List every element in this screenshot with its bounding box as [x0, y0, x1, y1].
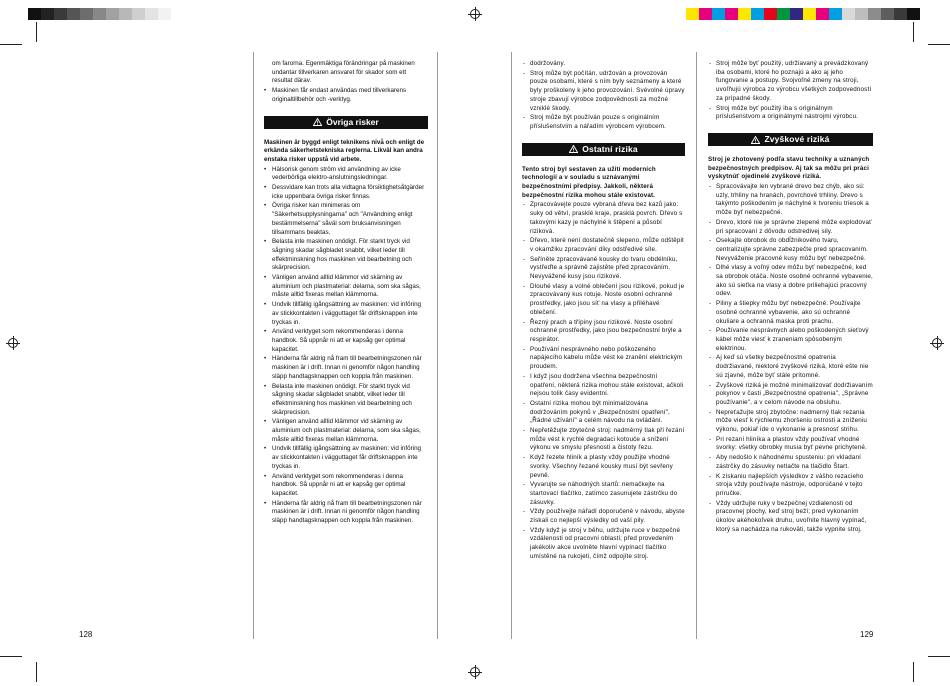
intro-paragraph: Tento stroj byl sestaven za užití moderních technologií a v souladu s uznávanými bezpečnostními předpisy. Jakkoli, některá bezpečnostní rizika mohou stále existovat.: [522, 165, 656, 199]
color-swatch: [842, 8, 855, 20]
color-swatch: [881, 8, 894, 20]
gray-scale-bar: [28, 8, 171, 20]
registration-mark-icon: [930, 336, 944, 350]
color-swatch: [699, 8, 712, 20]
color-swatch: [712, 8, 725, 20]
list-item: • Undvik tillfällig igångsättning av maskinen: vid införing av stickkontakten i vägguttaget får driftsknappen inte tryckas in.: [264, 445, 428, 471]
registration-mark-icon: [468, 7, 482, 21]
list-item: - dodržovány.: [522, 60, 685, 69]
list-item: • Övriga risker kan minimeras om "Säkerhetsupplysningarna" och "Användning enligt bestämmelserna" såväl som bruksanvisningen tillsammans beaktas.: [264, 202, 428, 237]
list-item: - Piliny a štiepky môžu byť nebezpečné. Používajte osobné ochranné vybavenie, ako sú ochranné okuliare a ochranná maska proti prachu.: [708, 300, 873, 326]
intro-paragraph: Maskinen är byggd enligt teknikens nivå och enligt de erkända säkerhetstekniska reglerna. Likväl kan andra enstaka risker uppstå vid arbete.: [264, 138, 425, 163]
column-divider: [437, 52, 438, 639]
column-divider: [696, 52, 697, 639]
color-swatch: [868, 8, 881, 20]
list-item: • Hälsorisk genom ström vid användning av icke vederbörliga elektro-anslutningsledningar.: [264, 166, 428, 183]
list-item: - Ostatní rizika mohou být minimalizována dodržováním pokynů v „Bezpečnostní opatření", „Řádné užívání" a celém návodu na ovládání.: [522, 400, 685, 426]
crop-mark: [913, 662, 914, 682]
column-divider: [253, 52, 254, 639]
process-color-bar: [686, 8, 920, 20]
heading-text: Övriga risker: [326, 116, 379, 127]
color-swatch: [829, 8, 842, 20]
color-swatch: [158, 8, 171, 20]
list-item: • Använd verktyget som rekommenderas i denna handbok. Så uppnår ni att er kapsåg ger optimal kapacitet.: [264, 473, 428, 499]
list-item: - Vždy když je stroj v běhu, udržujte ruce v bezpečné vzdálenosti od pracovní oblasti; před provedením jakékoliv akce uvolněte hlavní vypínací tlačítko umístěné na rukojeti, čímž odpojíte stroj.: [522, 527, 685, 562]
list-item: • Maskinen får endast användas med tillverkarens originaltillbehör och -verktyg.: [264, 87, 428, 104]
list-item: - I když jsou dodržena všechna bezpečnostní opatření, některá rizika mohou stále existovat, ačkoli nejsou tolik časy evidentní.: [522, 373, 685, 399]
list-item: - Vždy používejte nářadí doporučené v návodu, abyste získali co nejlepší výsledky od vaší pily.: [522, 508, 685, 525]
crop-mark: [928, 656, 950, 657]
color-swatch: [907, 8, 920, 20]
color-swatch: [119, 8, 132, 20]
registration-mark-icon: [468, 665, 482, 679]
risk-list: [522, 201, 685, 561]
list-item: - Když řezete hliník a plasty vždy použijte vhodné svorky. Všechny řezané kousky musí být sevřeny pevně.: [522, 454, 685, 480]
section-heading: [264, 116, 428, 129]
list-item: • Vänligen använd alltid klämmor vid skärning av aluminium och plastmaterial: delarna, som ska sågas, måste alltid fixeras mellan klämmorna.: [264, 418, 428, 444]
risk-list: [264, 166, 428, 526]
list-item: - Zvyškové riziká je možné minimalizovať dodržiavaním pokynov v časti „Bezpečnostné opatrenia", „Správne používanie", a v celom návode na obsluhu.: [708, 382, 873, 408]
list-item: - Osekajte obrobok do obdĺžnikového tvaru, centralizujte správne zabezpečte pred spracovaním. Nevyváženie pracovné kusy môžu byť nebezpečné.: [708, 237, 873, 263]
page-number-right: 129: [860, 630, 874, 639]
risk-list: [708, 183, 873, 534]
registration-mark-icon: [6, 336, 20, 350]
color-swatch: [777, 8, 790, 20]
crop-mark: [36, 662, 37, 682]
list-item: • Använd verktyget som rekommenderas i denna handbok. Så uppnår ni att er kapsåg ger optimal kapacitet.: [264, 328, 428, 354]
list-item: - Nepřetěžujte zbytečně stroj: nadměrný tlak při řezání může vést k rychlé degradaci kotouče a snížení výkonu ve smyslu přesnosti a čistoty řezu.: [522, 427, 685, 453]
slovak-column: [708, 60, 873, 535]
list-item: - Používanie nesprávnych alebo poškodených sieťový kábel môže viesť k zraneniam spôsobeným elektrinou.: [708, 327, 873, 353]
list-item: - Dřevo, které není dostatečně slepeno, může odštěpit v okamžiku zpracování díky odstředivé síle.: [522, 237, 685, 254]
list-item: - Spracovávajte len vybrané drevo bez chýb, ako sú: uzly, trhliny na hranách, povrchové trhliny. Drevo s takýmto poškodením je náchylné k tvoreniu triesok a môže byť nebezpečné.: [708, 183, 873, 218]
list-item: - K získaniu najlepších výsledkov z vášho rezacieho stroja vždy používajte nástroje, odporúčané v tejto príručke.: [708, 473, 873, 499]
list-item: - Aby nedošlo k náhodnému spusteniu: pri vkladaní zástrčky do zásuvky netlačte na tlačidlo Štart.: [708, 454, 873, 471]
continued-list: [522, 60, 685, 132]
list-item: - Zpracovávejte pouze vybraná dřeva bez kazů jako: suky od větví, prasklé kraje, prasklá povrch. Dřevo s takovými kazy je náchylné k štěpení a působí riziková.: [522, 201, 685, 236]
swedish-column: [264, 60, 428, 527]
list-item: • Händerna får aldrig nå fram till bearbetningszonen när maskinen är i drift. Innan ni genomför någon handling släpp handtagsknappen och koppla från maskinen.: [264, 500, 428, 526]
list-item: • Dessvidare kan trots alla vidtagna försiktighetsåtgärder icke uppenbara övriga risker finnas.: [264, 184, 428, 201]
list-item: - Aj keď sú všetky bezpečnostné opatrenia dodržiavané, niektoré zvyškové riziká, ktoré ešte nie sú zjavné, môže byť stále prítomné.: [708, 354, 873, 380]
color-swatch: [764, 8, 777, 20]
color-swatch: [106, 8, 119, 20]
heading-text: Zvyškové riziká: [764, 133, 830, 144]
crop-mark: [928, 44, 950, 45]
list-item: • Undvik tillfällig igångsättning av maskinen: vid införing av stickkontakten i vägguttaget får driftsknappen inte tryckas in.: [264, 301, 428, 327]
color-swatch: [93, 8, 106, 20]
intro-paragraph: Stroj je zhotovený podľa stavu techniky a uznaných bezpečnostných predpisov. Aj tak sa môžu pri práci vyskytnúť ojedinelé zvyškové riziká.: [708, 155, 870, 181]
color-swatch: [132, 8, 145, 20]
crop-mark: [36, 22, 37, 42]
list-item: - Stroj môže byť použitý iba s originálnym príslušenstvom a originálnymi nástrojmi výrobcu.: [708, 105, 873, 122]
color-swatch: [751, 8, 764, 20]
color-swatch: [28, 8, 41, 20]
list-item: • Händerna får aldrig nå fram till bearbetningszonen när maskinen är i drift. Innan ni genomför någon handling släpp handtagsknappen och koppla från maskinen.: [264, 355, 428, 381]
list-item: - Dlhé vlasy a voľný odev môžu byť nebezpečné, ked sa obrobok otáča. Noste osobné ochranné vybavenie, ako sú sieťka na vlasy a dobre priliehajúci pracovný odev.: [708, 264, 873, 299]
list-item: - Drevo, ktoré nie je správne zlepené môže explodovať pri spracovaní z dôvodu odstredivej sily.: [708, 219, 873, 236]
list-item: - Seříněte zpracovávané kousky do tvaru obdélníku, vystřeďte a správně zajistěte před zpracováním. Nevyvážené kusy jsou rizikové.: [522, 256, 685, 282]
warning-triangle-icon: [751, 136, 760, 144]
list-item: - Pri rezaní hliníka a plastov vždy používať vhodné svorky: všetky obrobky musia byť pevne prichytené.: [708, 436, 873, 453]
color-swatch: [686, 8, 699, 20]
list-item: • Belasta inte maskinen onödigt. För starkt tryck vid sågning skadar sågbladet snabbt, vilket leder till effektminskning hos maskinen vid bearbetning och skärprecision.: [264, 238, 428, 273]
list-item: - Stroj môže byť použitý, udržiavaný a prevádzkovaný iba osobami, ktoré ho poznajú a ako aj jeho fungovanie a postupy. Svojvoľné zmeny na stroji, uvoľňujú výrobca zo výrobcu všetkých zodpovedností za prípadné škody.: [708, 60, 873, 104]
czech-column: [522, 60, 685, 563]
color-swatch: [80, 8, 93, 20]
color-swatch: [855, 8, 868, 20]
column-divider: [511, 52, 512, 639]
continued-list: [264, 60, 428, 105]
warning-triangle-icon: [313, 118, 322, 126]
color-swatch: [67, 8, 80, 20]
color-swatch: [790, 8, 803, 20]
color-swatch: [145, 8, 158, 20]
warning-triangle-icon: [569, 145, 578, 153]
list-item: - Nepreťažujte stroj zbytočne: nadmerný tlak rezania môže viesť k rýchlemu zhoršeniu ostrosti a zníženiu výkonu, pokiaľ ide o vykonanie a presnosť strihu.: [708, 409, 873, 435]
color-swatch: [894, 8, 907, 20]
section-heading: [708, 133, 873, 146]
color-swatch: [54, 8, 67, 20]
list-item: om farorna. Egenmäktiga förändringar på maskinen undantar tillverkaren ansvaret för skador som ett resultat därav.: [272, 60, 415, 85]
color-swatch: [738, 8, 751, 20]
list-item: - Řezný prach a třípiny jsou rizikové. Noste osobní ochranné prostředky, jako jsou bezpečnostní brýle a respirátor.: [522, 319, 685, 345]
color-swatch: [816, 8, 829, 20]
crop-mark: [0, 656, 22, 657]
list-item: • Vänligen använd alltid klämmor vid skärning av aluminium och plastmaterial: delarna, som ska sågas, måste alltid fixeras mellan klämmorna.: [264, 274, 428, 300]
list-item: - Stroj může být počítán, udržován a provozován pouze osobami, které s ním byly seznámeny a které byly proškoleny k jeho provozování. Svévolné úpravy stroje zbavují výrobce zodpovědnosti za možné vzniklé škody.: [522, 70, 685, 114]
color-swatch: [41, 8, 54, 20]
list-item: - Používání nesprávného nebo poškozeného napájecího kabelu může vést ke zranění elektrickým proudem.: [522, 346, 685, 372]
list-item: - Dlouhé vlasy a volné oblečení jsou rizikové, pokud je zpracovávaný kus rotuje. Noste osobní ochranné prostředky, jako jsou síť na vlasy a přiléhavé oblečení.: [522, 283, 685, 318]
list-item: - Vyvarujte se náhodných startů: nemačkejte na startovací tlačítko, zatímco zasunujete zástrčku do zásuvky.: [522, 481, 685, 507]
heading-text: Ostatní rizika: [582, 143, 638, 154]
section-heading: [522, 143, 685, 156]
color-swatch: [725, 8, 738, 20]
list-item: - Vždy udržujte ruky v bezpečnej vzdialenosti od pracovnej plochy, keď stroj beží; pred vykonaním úkolov akéhokoľvek druhu, uvoľnite hlavný vypínač, ktorý sa nachádza na rukoväti, takže vypnite stroj.: [708, 500, 873, 535]
list-item: - Stroj může být používán pouze s originálním příslušenstvím a nářadím výrobcem výrobcem.: [522, 114, 685, 131]
crop-mark: [913, 22, 914, 42]
list-item: • Belasta inte maskinen onödigt. För starkt tryck vid sågning skadar sågbladet snabbt, vilket leder till effektminskning hos maskinen vid bearbetning och skärprecision.: [264, 383, 428, 418]
color-swatch: [803, 8, 816, 20]
page-number-left: 128: [79, 630, 93, 639]
crop-mark: [0, 44, 22, 45]
continued-list: [708, 60, 873, 122]
